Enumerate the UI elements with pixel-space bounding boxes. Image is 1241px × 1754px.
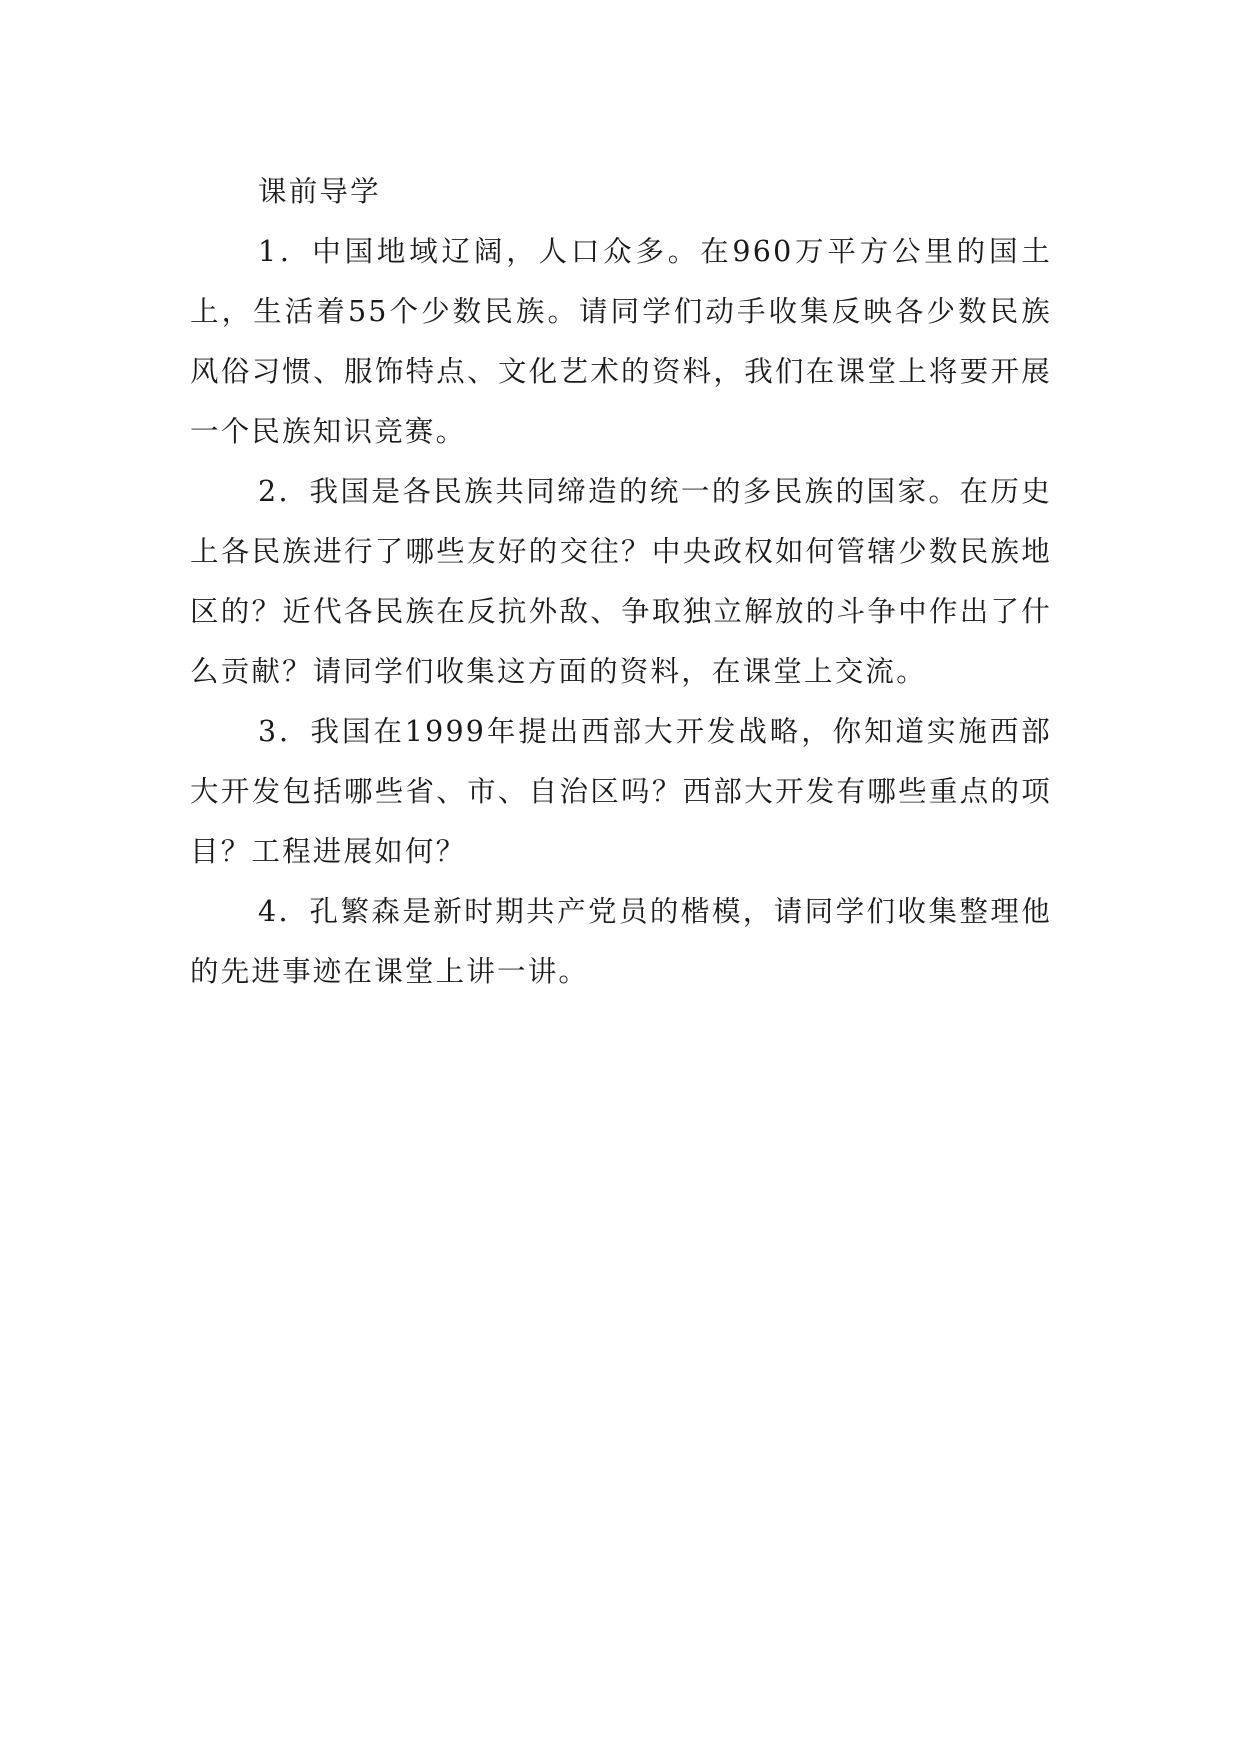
document-body: [190, 162, 1052, 1002]
paragraph-4: 4．孔繁森是新时期共产党员的楷模，请同学们收集整理他的先进事迹在课堂上讲一讲。: [190, 895, 1052, 988]
paragraph-2: 2．我国是各民族共同缔造的统一的多民族的国家。在历史上各民族进行了哪些友好的交往？中央政权如何管辖少数民族地区的？近代各民族在反抗外敌、争取独立解放的斗争中作出了什么贡献？请同学们收集这方面的资料，在课堂上交流。: [190, 475, 1052, 688]
paragraph-3: 3．我国在1999年提出西部大开发战略，你知道实施西部大开发包括哪些省、市、自治区吗？西部大开发有哪些重点的项目？工程进展如何？: [190, 715, 1052, 868]
paragraph-1: 1．中国地域辽阔，人口众多。在960万平方公里的国土上，生活着55个少数民族。请同学们动手收集反映各少数民族风俗习惯、服饰特点、文化艺术的资料，我们在课堂上将要开展一个民族知识竞赛。: [190, 235, 1052, 448]
section-heading: 课前导学: [258, 175, 381, 208]
